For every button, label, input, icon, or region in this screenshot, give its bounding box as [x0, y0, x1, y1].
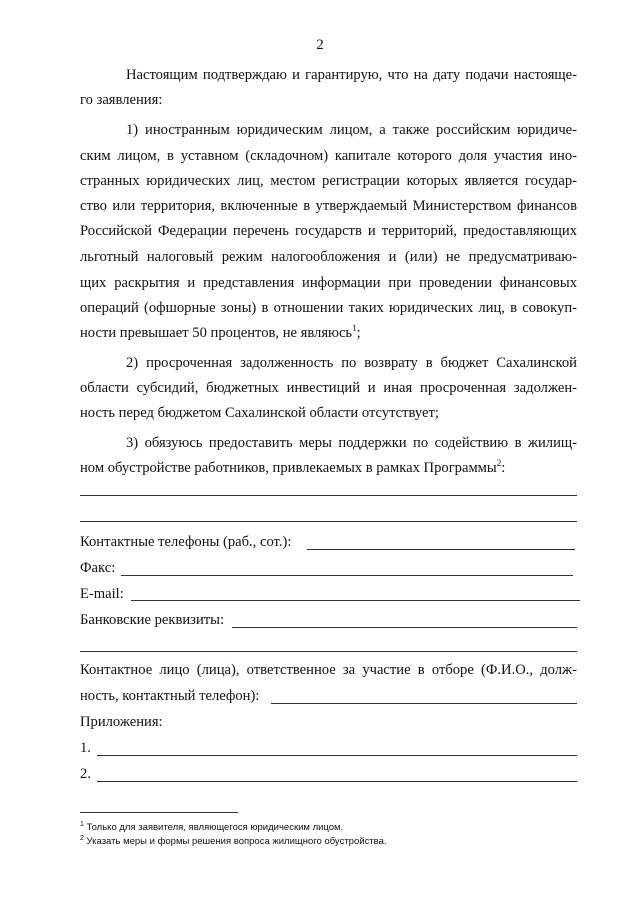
attachments-label: Приложения:	[80, 714, 163, 730]
footnote-ref-2[interactable]: 2	[496, 458, 502, 469]
item2-line-2: области субсидий, бюджетных инвестиций и иная просроченная задолжен-	[80, 380, 577, 396]
item3-line-2-text: ном обустройстве работников, привлекаемых в рамках Программы	[80, 460, 497, 476]
item3-line-1: 3) обязуюсь предоставить меры поддержки по содействию в жилищ-	[126, 435, 577, 451]
footnote-2	[80, 836, 387, 848]
attachment-1-input-line[interactable]	[97, 755, 577, 756]
item1-line-4: ство или территория, включенные в утверждаемый Министерством финансов	[80, 198, 577, 214]
intro-line-1: Настоящим подтверждаю и гарантирую, что на дату подачи настояще-	[126, 67, 577, 83]
item1-last-text: ности превышает 50 процентов, не являюсь	[80, 325, 353, 341]
fax-label: Факс:	[80, 560, 116, 576]
attachment-2-number: 2.	[80, 766, 91, 782]
item1-line-6: льготный налоговый режим налогообложения и (или) не предусматриваю-	[80, 249, 577, 265]
phones-input-line[interactable]	[307, 549, 575, 550]
item1-line-5: Российской Федерации перечень государств и территорий, предоставляющих	[80, 223, 577, 239]
item1-line-9	[80, 324, 361, 342]
footnote-1-mark: 1	[80, 820, 84, 828]
bank-details-input-line-2[interactable]	[80, 651, 577, 652]
intro-line-2: го заявления:	[80, 92, 163, 108]
bank-details-label: Банковские реквизиты:	[80, 612, 224, 628]
attachment-1-number: 1.	[80, 740, 91, 756]
footnote-ref-1[interactable]: 1	[352, 323, 357, 334]
contact-person-label-line-1: Контактное лицо (лица), ответственное за участие в отборе (Ф.И.О., долж-	[80, 662, 577, 678]
fax-input-line[interactable]	[121, 575, 573, 576]
support-measures-blank-line-1[interactable]	[80, 495, 577, 496]
item1-line-1: 1) иностранным юридическим лицом, а также российским юридиче-	[126, 122, 577, 138]
item3-line-2-end: :	[501, 460, 506, 476]
attachment-2-input-line[interactable]	[97, 781, 577, 782]
footnote-separator	[80, 812, 238, 813]
footnote-2-mark: 2	[80, 834, 84, 842]
item3-line-2	[80, 459, 505, 477]
item1-line-3: странных юридических лиц, местом регистрации которых является государ-	[80, 173, 577, 189]
bank-details-input-line[interactable]	[232, 627, 577, 628]
item1-line-7: щих раскрытия и представления информации при проведении финансовых	[80, 275, 577, 291]
footnote-1-text: Только для заявителя, являющегося юридическим лицом.	[86, 822, 344, 833]
support-measures-blank-line-2[interactable]	[80, 521, 577, 522]
item1-line-8: операций (офшорные зоны) в отношении таких юридических лиц, в совокуп-	[80, 300, 577, 316]
item1-last-end: ;	[356, 325, 361, 341]
footnote-1	[80, 822, 343, 834]
page-number: 2	[316, 37, 324, 53]
email-label: E-mail:	[80, 586, 124, 602]
item2-line-3: ность перед бюджетом Сахалинской области отсутствует;	[80, 405, 439, 421]
contact-person-input-line[interactable]	[271, 703, 577, 704]
email-input-line[interactable]	[131, 600, 580, 601]
contact-person-label-line-2: ность, контактный телефон):	[80, 688, 260, 704]
phones-label: Контактные телефоны (раб., сот.):	[80, 534, 292, 550]
footnote-2-text: Указать меры и формы решения вопроса жилищного обустройства.	[86, 836, 387, 847]
item2-line-1: 2) просроченная задолженность по возврату в бюджет Сахалинской	[126, 355, 577, 371]
item1-line-2: ским лицом, в уставном (складочном) капитале которого доля участия ино-	[80, 148, 577, 164]
